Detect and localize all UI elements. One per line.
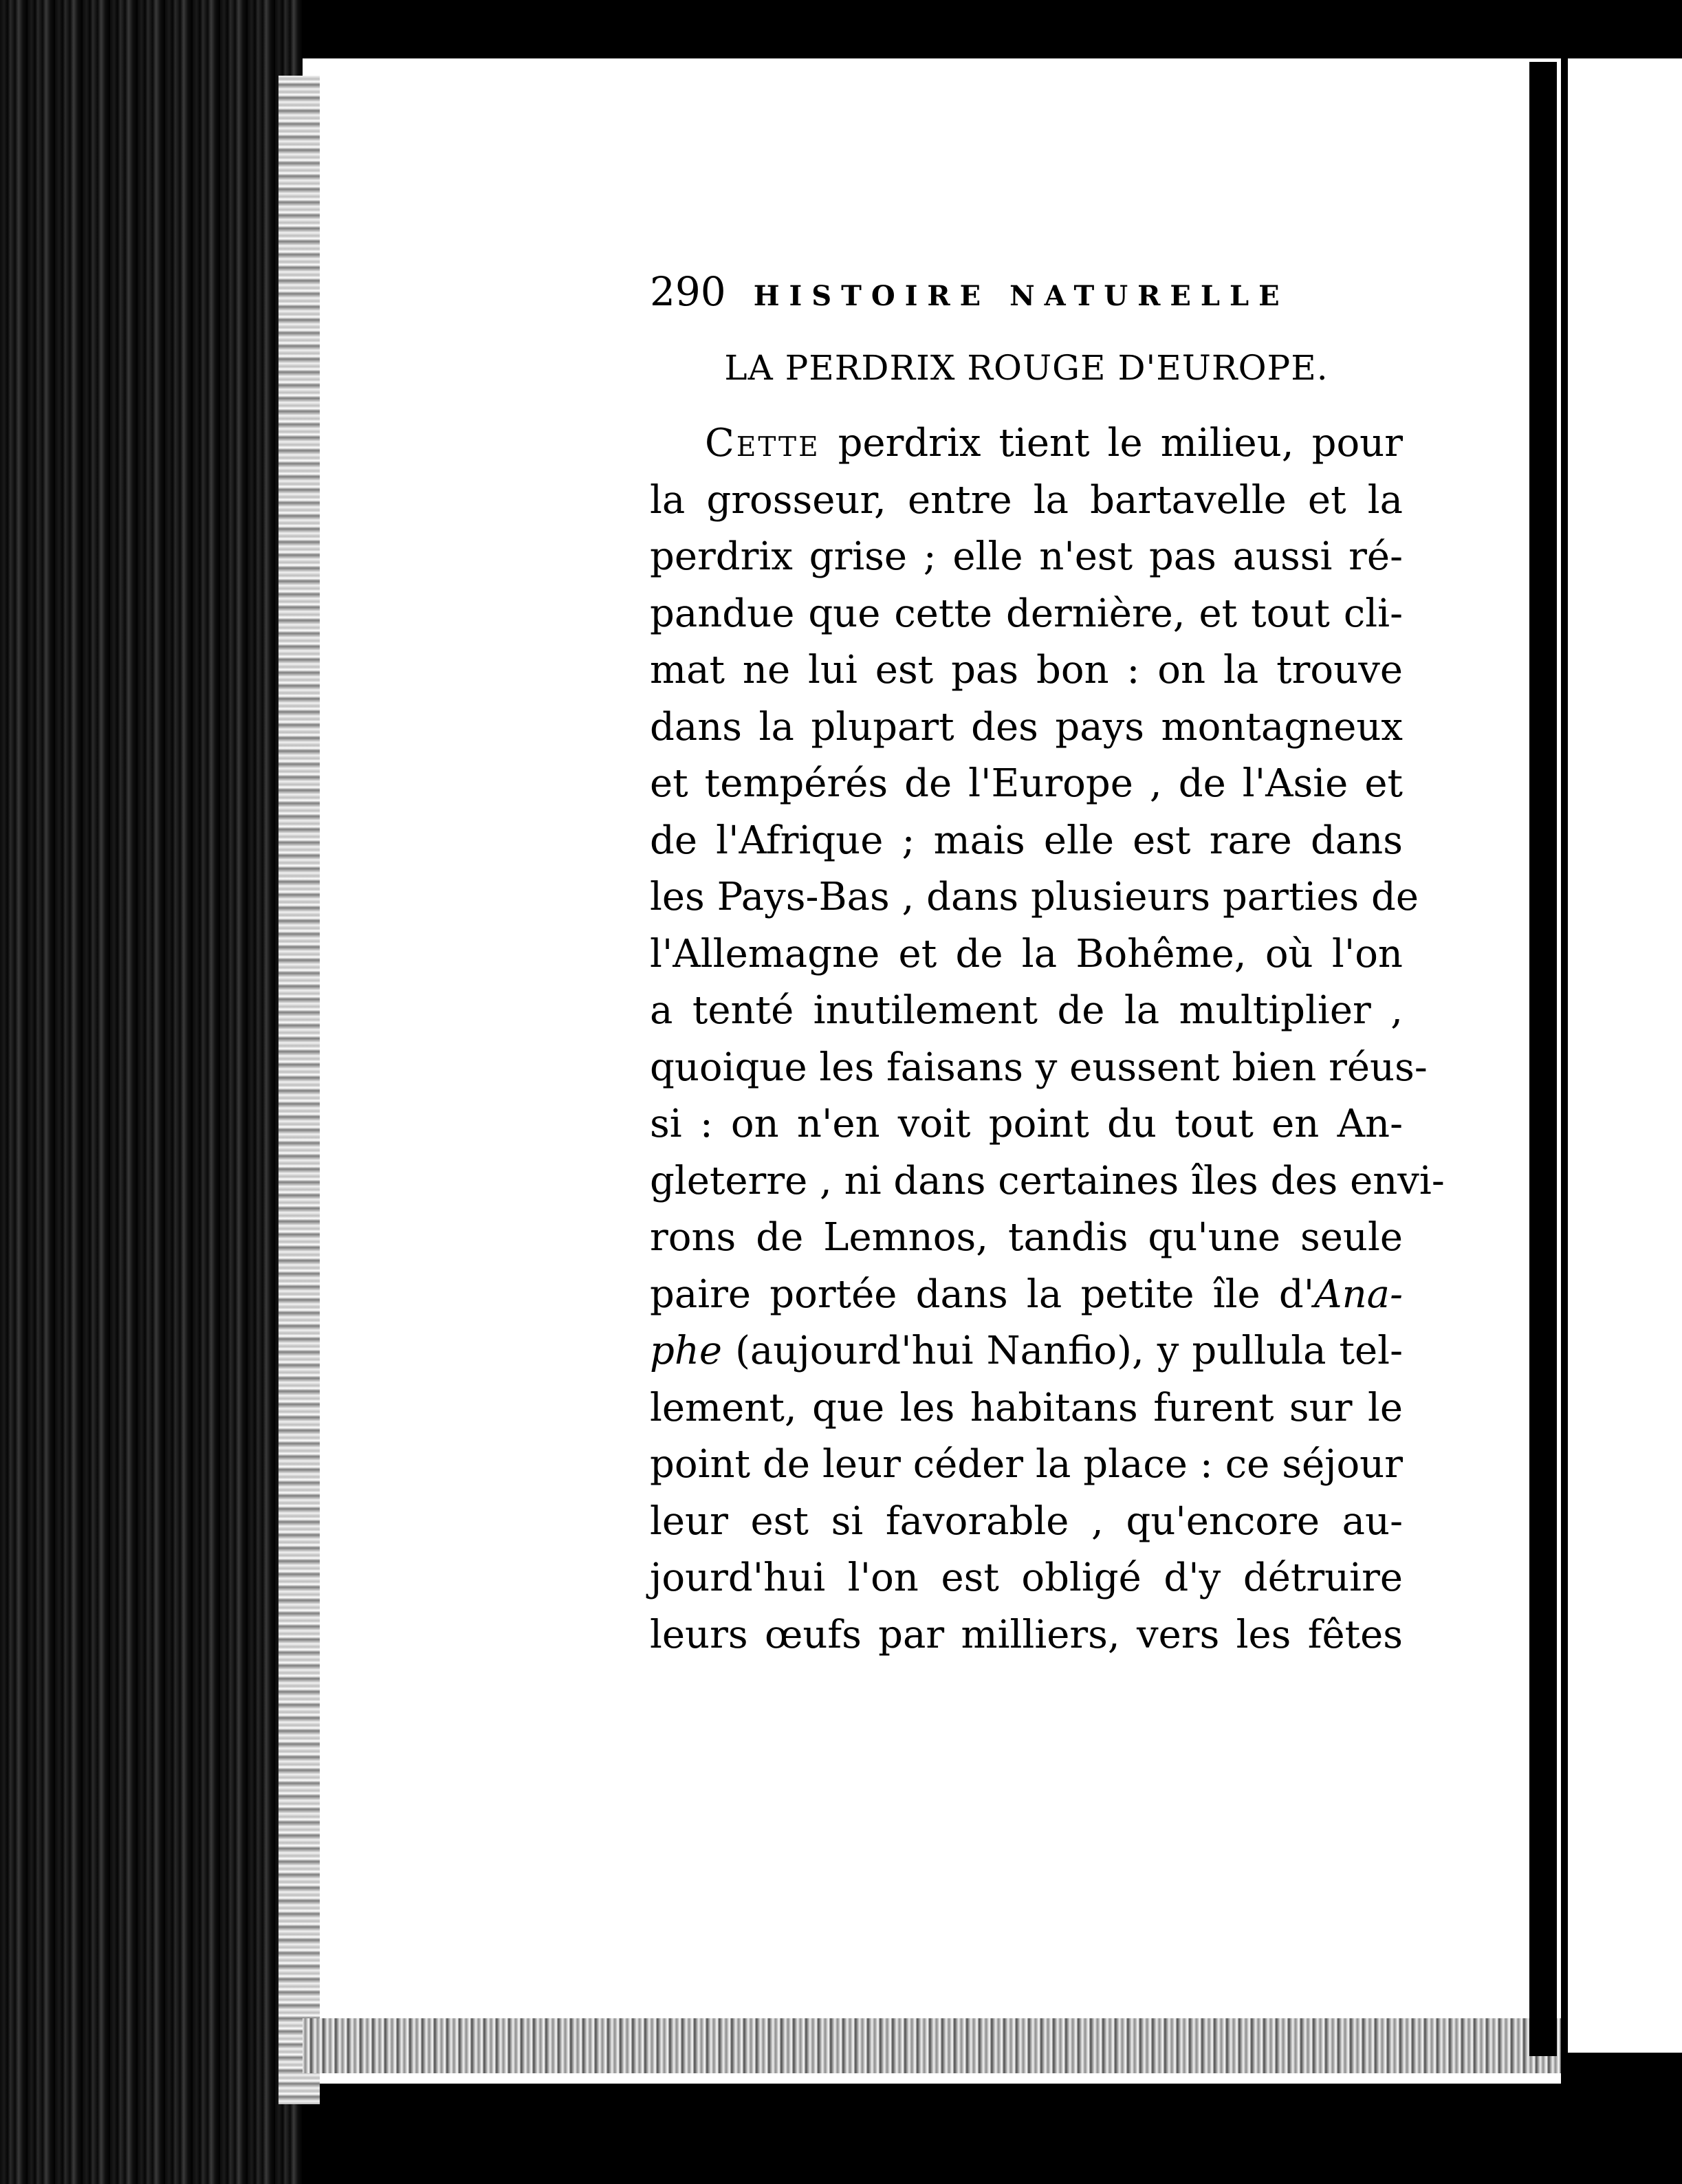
page-divider [1529, 62, 1557, 2056]
body-line: la grosseur, entre la bartavelle et la [650, 477, 1403, 523]
body-line-17 [650, 1323, 1403, 1380]
body-line: rons de Lemnos, tandis qu'une seule [650, 1215, 1403, 1260]
body-line: leurs œufs par milliers, vers les fêtes [650, 1612, 1403, 1657]
body-line: dans la plupart des pays montagneux [650, 704, 1403, 750]
section-title: LA PERDRIX ROUGE D'EUROPE. [724, 348, 1329, 388]
line-16-start: paire portée dans la petite île d' [650, 1271, 1315, 1317]
body-line: gleterre , ni dans certaines îles des envi- [650, 1158, 1445, 1203]
body-line: et tempérés de l'Europe , de l'Asie et [650, 761, 1403, 806]
running-title: HISTOIRE NATURELLE [753, 280, 1289, 312]
body-line: quoique les faisans y eussent bien réus- [650, 1045, 1428, 1090]
body-line: de l'Afrique ; mais elle est rare dans [650, 818, 1403, 863]
page-number: 290 [650, 268, 726, 315]
body-line: pandue que cette dernière, et tout cli- [650, 591, 1403, 636]
body-line: point de leur céder la place : ce séjour [650, 1442, 1403, 1487]
page-gutter-edge [278, 76, 320, 2104]
body-line-1 [650, 415, 1403, 472]
body-line: perdrix grise ; elle n'est pas aussi ré- [650, 534, 1403, 579]
body-line: mat ne lui est pas bon : on la trouve [650, 648, 1403, 692]
first-word: Cette [705, 421, 820, 466]
first-line-rest: perdrix tient le milieu, pour [820, 421, 1403, 466]
italic-word: phe [650, 1329, 723, 1373]
body-line: les Pays-Bas , dans plusieurs parties de [650, 875, 1419, 919]
page-bottom-edge [303, 2018, 1561, 2073]
body-line: l'Allemagne et de la Bohême, où l'on [650, 931, 1403, 976]
body-line: jourd'hui l'on est obligé d'y détruire [650, 1555, 1403, 1600]
page-text [650, 268, 1445, 1663]
running-header [650, 268, 1403, 316]
body-line: leur est si favorable , qu'encore au- [650, 1498, 1403, 1544]
body-line: lement, que les habitans furent sur le [650, 1385, 1403, 1430]
body-line: a tenté inutilement de la multiplier , [650, 988, 1403, 1033]
body-line-16 [650, 1267, 1403, 1324]
next-page-sliver [1568, 58, 1682, 2053]
body-line: si : on n'en voit point du tout en An- [650, 1102, 1403, 1146]
italic-word: Ana- [1314, 1271, 1403, 1317]
line-17-rest: (aujourd'hui Nanfio), y pullula tel- [722, 1329, 1403, 1373]
book-spine-shadow [0, 0, 303, 2184]
